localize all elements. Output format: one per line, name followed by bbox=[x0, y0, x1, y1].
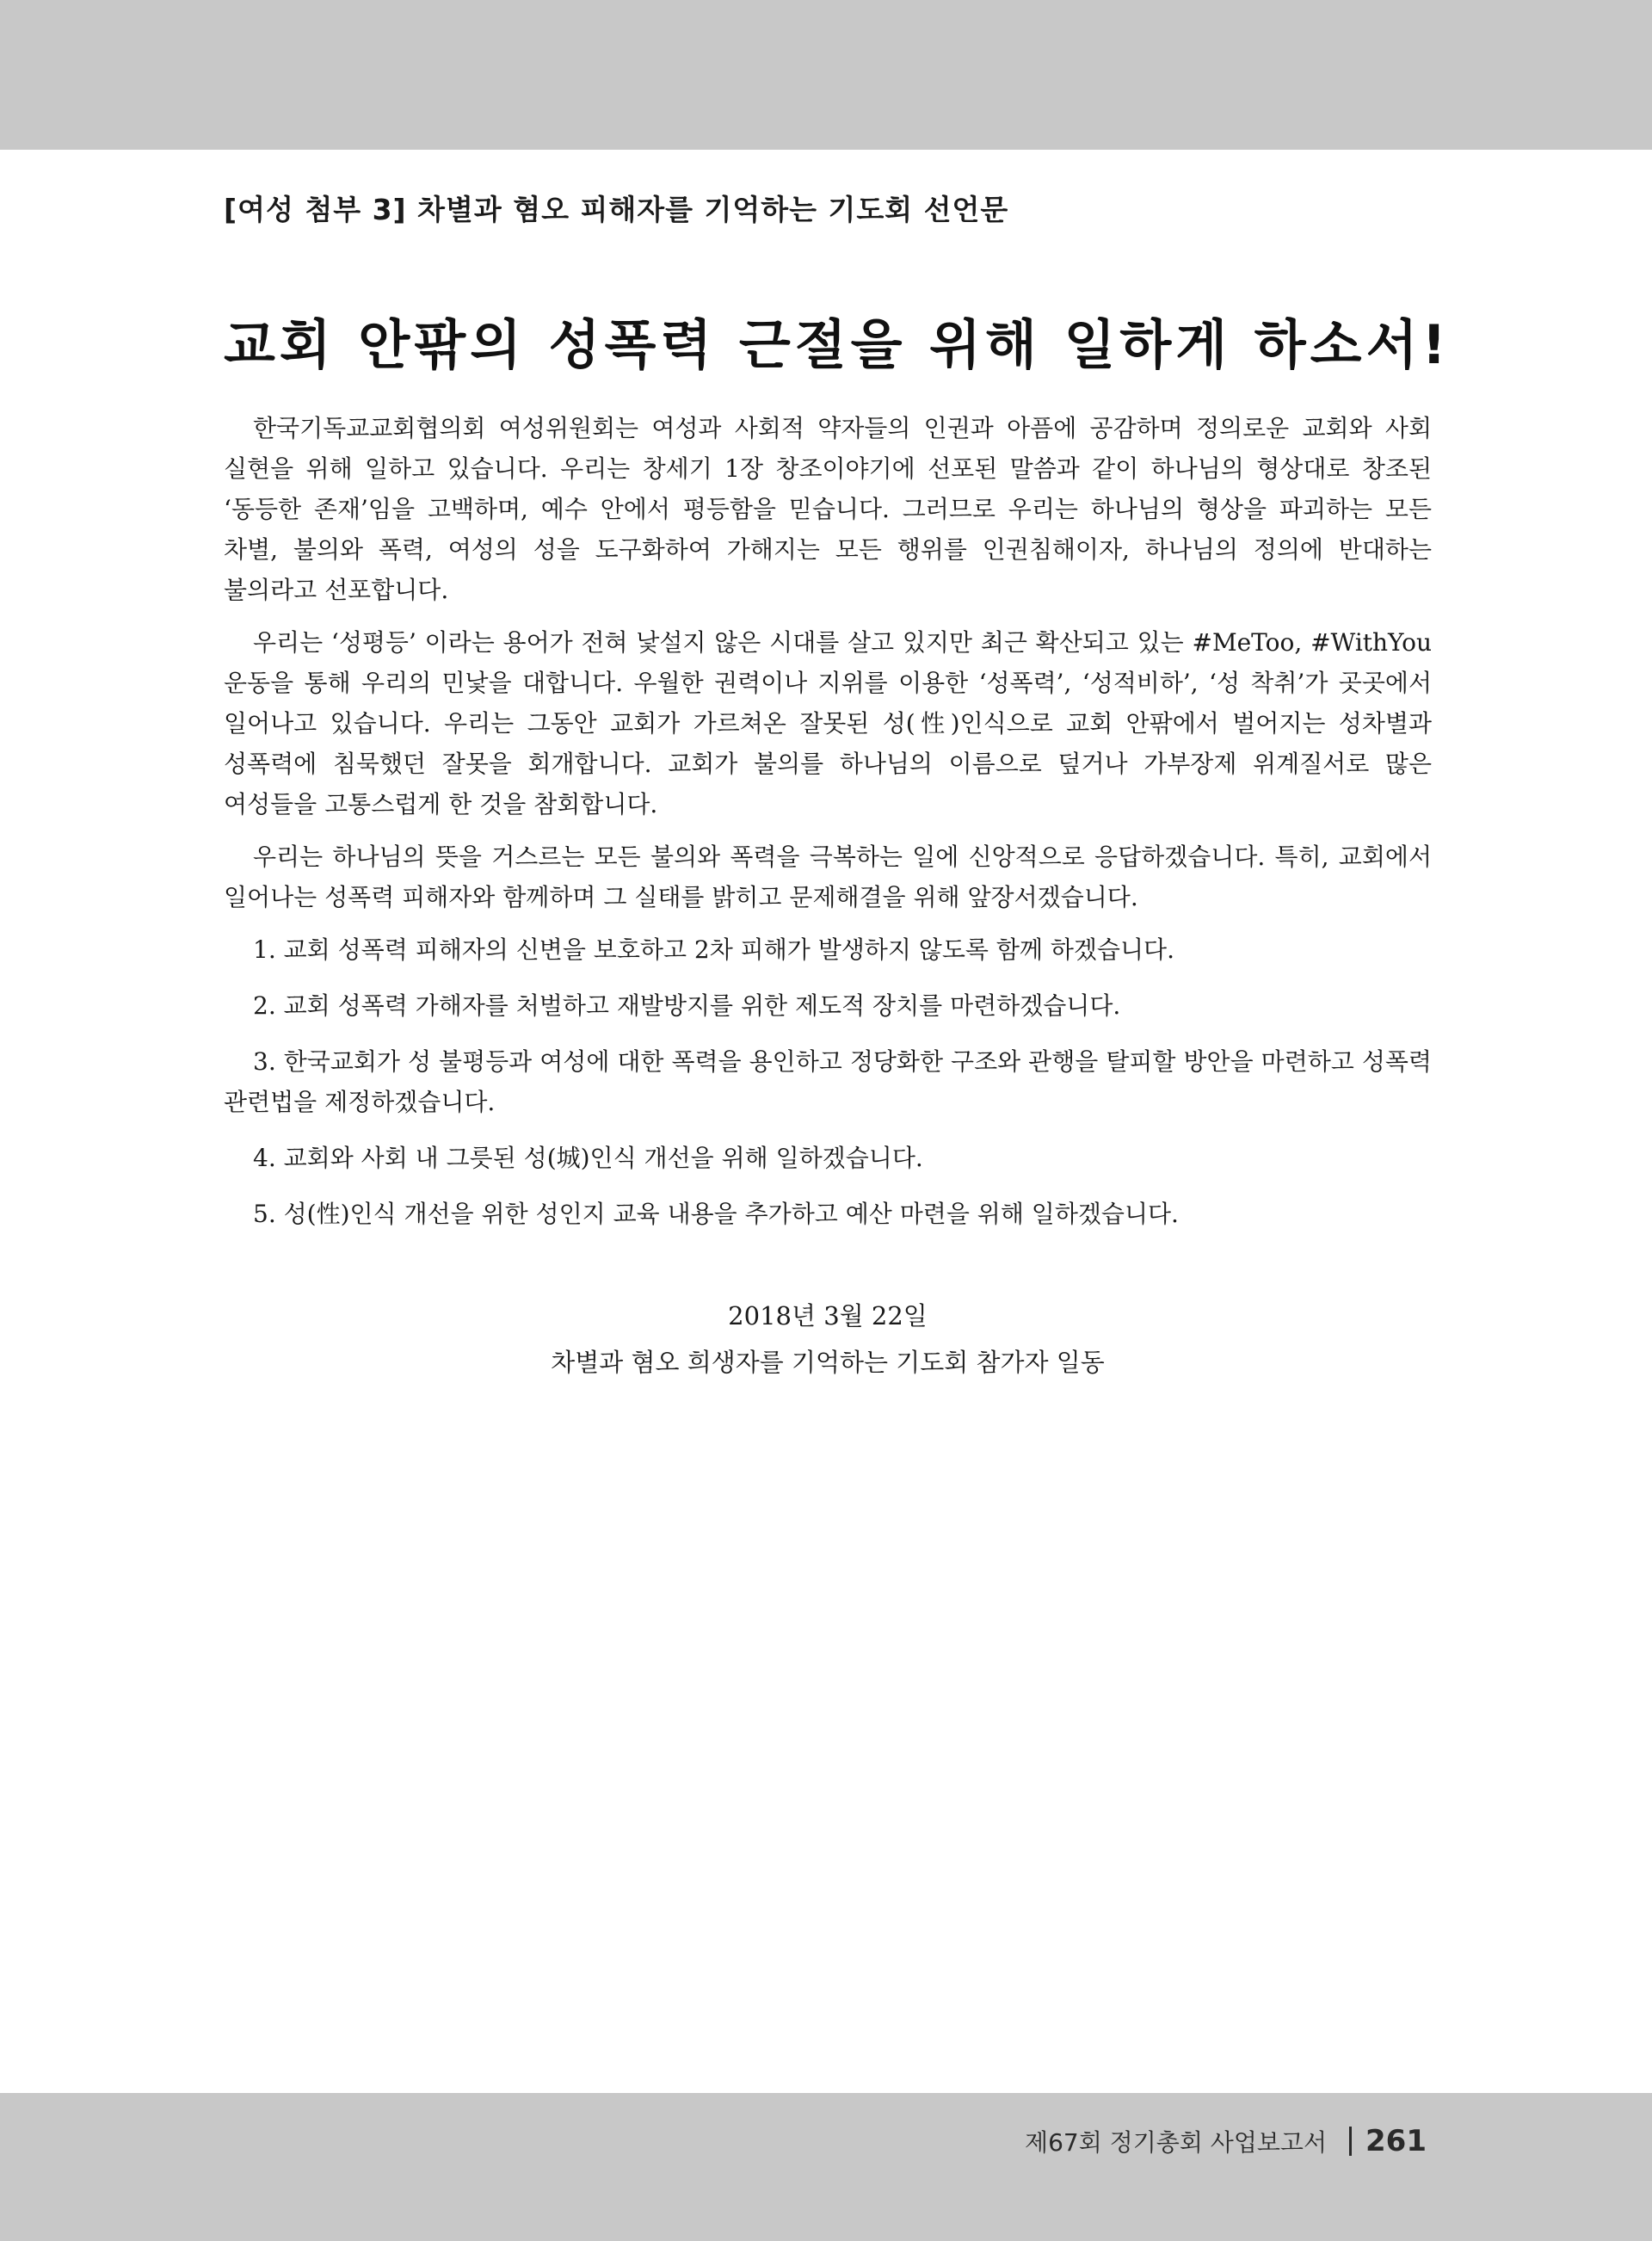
footer-divider bbox=[1349, 2127, 1352, 2156]
page-title: 교회 안팎의 성폭력 근절을 위해 일하게 하소서! bbox=[224, 313, 1451, 376]
signoff-block bbox=[224, 1293, 1432, 1386]
page-number: 261 bbox=[1365, 2124, 1427, 2158]
top-gray-band bbox=[0, 0, 1652, 150]
resolution-item-2: 2. 교회 성폭력 가해자를 처벌하고 재발방지를 위한 제도적 장치를 마련하겠습니다. bbox=[253, 991, 1121, 1020]
resolution-item-5: 5. 성(性)인식 개선을 위한 성인지 교육 내용을 추가하고 예산 마련을 위해 일하겠습니다. bbox=[253, 1200, 1179, 1228]
attachment-label: [여성 첨부 3] 차별과 혐오 피해자를 기억하는 기도회 선언문 bbox=[224, 193, 1009, 226]
bottom-gray-band bbox=[0, 2093, 1652, 2241]
signatory: 차별과 혐오 희생자를 기억하는 기도회 참가자 일동 bbox=[551, 1348, 1105, 1377]
resolution-item-3: 3. 한국교회가 성 불평등과 여성에 대한 폭력을 용인하고 정당화한 구조와 관행을 탈피할 방안을 마련하고 성폭력 관련법을 제정하겠습니다. bbox=[224, 1047, 1432, 1116]
paragraph-1: 한국기독교교회협의회 여성위원회는 여성과 사회적 약자들의 인권과 아픔에 공감하며 정의로운 교회와 사회 실현을 위해 일하고 있습니다. 우리는 창세기 1장 창조이야기에 선포된 말씀과 같이 하나님의 형상대로 창조된 ‘동등한 존재’임을 고백하며, 예수 안에서 평등함을 믿습니다. 그러므로 우리는 하나님의 형상을 파괴하는 모든 차별, 불의와 폭력, 여성의 성을 도구화하여 가해지는 모든 행위를 인권침해이자, 하나님의 정의에 반대하는 불의라고 선포합니다. bbox=[224, 414, 1432, 604]
document-body bbox=[224, 188, 1451, 1386]
resolution-item-4: 4. 교회와 사회 내 그릇된 성(城)인식 개선을 위해 일하겠습니다. bbox=[253, 1144, 923, 1172]
paragraph-2: 우리는 ‘성평등’ 이라는 용어가 전혀 낯설지 않은 시대를 살고 있지만 최근 확산되고 있는 #MeToo, #WithYou 운동을 통해 우리의 민낯을 대합니다. 우월한 권력이나 지위를 이용한 ‘성폭력’, ‘성적비하’, ‘성 착취’가 곳곳에서 일어나고 있습니다. 우리는 그동안 교회가 가르쳐온 잘못된 성(性)인식으로 교회 안팎에서 벌어지는 성차별과 성폭력에 침묵했던 잘못을 회개합니다. 교회가 불의를 하나님의 이름으로 덮거나 가부장제 위계질서로 많은 여성들을 고통스럽게 한 것을 참회합니다. bbox=[224, 628, 1432, 818]
paragraph-3: 우리는 하나님의 뜻을 거스르는 모든 불의와 폭력을 극복하는 일에 신앙적으로 응답하겠습니다. 특히, 교회에서 일어나는 성폭력 피해자와 함께하며 그 실태를 밝히고 문제해결을 위해 앞장서겠습니다. bbox=[224, 843, 1432, 911]
declaration-date: 2018년 3월 22일 bbox=[728, 1301, 928, 1330]
report-title: 제67회 정기총회 사업보고서 bbox=[1025, 2128, 1328, 2157]
page-footer bbox=[1025, 2124, 1427, 2158]
resolution-item-1: 1. 교회 성폭력 피해자의 신변을 보호하고 2차 피해가 발생하지 않도록 함께 하겠습니다. bbox=[253, 935, 1174, 964]
resolution-list bbox=[224, 929, 1432, 1234]
